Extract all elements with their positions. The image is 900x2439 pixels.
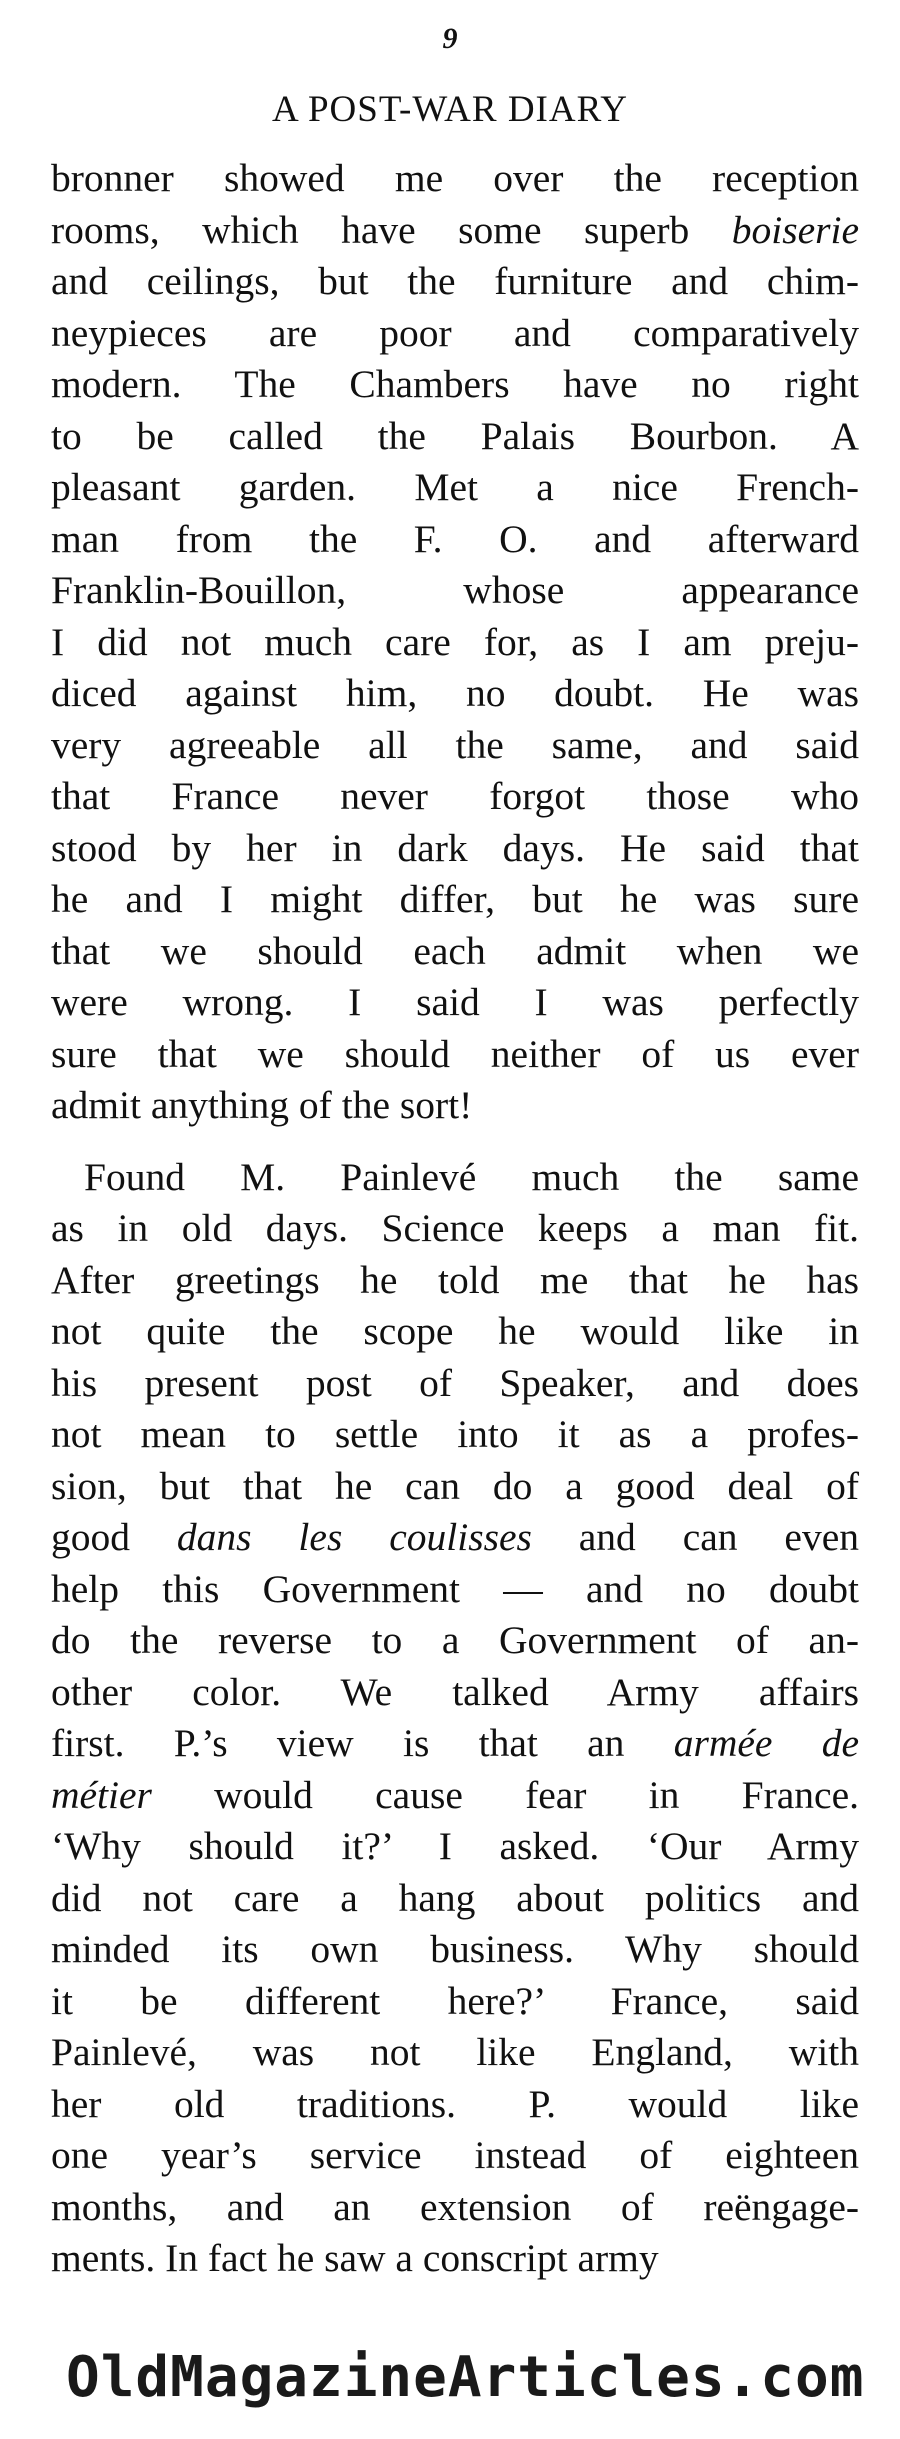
text-run: months, and an extension of reëngage- [51, 2184, 859, 2229]
text-run: did not care a hang about politics and [51, 1875, 859, 1920]
text-run: sure that we should neither of us ever [51, 1031, 859, 1076]
text-run: very agreeable all the same, and said [51, 722, 859, 767]
text-run: bronner showed me over the reception [51, 156, 859, 200]
text-run: Found M. Painlevé much the same [84, 1154, 859, 1199]
text-run: and can even [531, 1515, 859, 1559]
text-run: admit anything of the sort! [51, 1083, 473, 1127]
text-run: not mean to settle into it as a profes- [51, 1412, 859, 1456]
text-run: first. P.’s view is that an [51, 1721, 674, 1765]
text-run: neypieces are poor and comparatively [51, 310, 859, 355]
text-run: that France never forgot those who [51, 774, 859, 818]
page-number: 9 [442, 22, 458, 55]
text-line [51, 1075, 859, 1135]
text-line [51, 2228, 859, 2288]
text-run: stood by her in dark days. He said that [51, 825, 859, 870]
text-run: it be different here?’ France, said [51, 1978, 859, 2023]
text-run: his present post of Speaker, and does [51, 1360, 859, 1405]
text-run: man from the F. O. and afterward [51, 516, 859, 561]
text-run: as in old days. Science keeps a man fit. [51, 1206, 859, 1250]
italic-phrase: armée de [673, 1721, 859, 1765]
footer-brand: OldMagazineArticles.com [66, 2345, 865, 2410]
text-run: ‘Why should it?’ I asked. ‘Our Army [51, 1824, 859, 1868]
italic-phrase: boiserie [731, 207, 859, 252]
text-run: not quite the scope he would like in [51, 1309, 859, 1353]
text-run: would cause fear in France. [151, 1772, 859, 1817]
text-run: I did not much care for, as I am preju- [51, 619, 859, 664]
text-run: diced against him, no doubt. He was [51, 671, 859, 715]
italic-phrase: métier [51, 1772, 152, 1817]
text-run: pleasant garden. Met a nice French- [51, 465, 859, 509]
text-run: Franklin-Bouillon, whose appearance [51, 568, 859, 612]
text-run: one year’s service instead of eighteen [51, 2133, 859, 2177]
text-run: modern. The Chambers have no right [51, 362, 859, 406]
text-run: to be called the Palais Bourbon. A [51, 413, 859, 458]
text-run: ments. In fact he saw a conscript army [51, 2236, 659, 2280]
running-head: A POST-WAR DIARY [272, 89, 628, 130]
text-run: Painlevé, was not like England, with [51, 2030, 859, 2074]
text-run: sion, but that he can do a good deal of [51, 1463, 859, 1508]
text-run: minded its own business. Why should [51, 1927, 859, 1971]
text-run: other color. We talked Army affairs [51, 1669, 859, 1714]
text-run: that we should each admit when we [51, 928, 859, 973]
text-run: her old traditions. P. would like [51, 2081, 859, 2126]
text-run: rooms, which have some superb [51, 207, 732, 252]
text-run: he and I might differ, but he was sure [51, 877, 859, 921]
text-run: good [51, 1515, 177, 1559]
text-run: were wrong. I said I was perfectly [51, 980, 859, 1024]
text-run: do the reverse to a Government of an- [51, 1618, 859, 1662]
text-run: After greetings he told me that he has [51, 1257, 859, 1302]
text-run: and ceilings, but the furniture and chim- [51, 259, 859, 303]
italic-phrase: dans les coulisses [176, 1515, 532, 1559]
text-run: help this Government — and no doubt [51, 1566, 859, 1611]
